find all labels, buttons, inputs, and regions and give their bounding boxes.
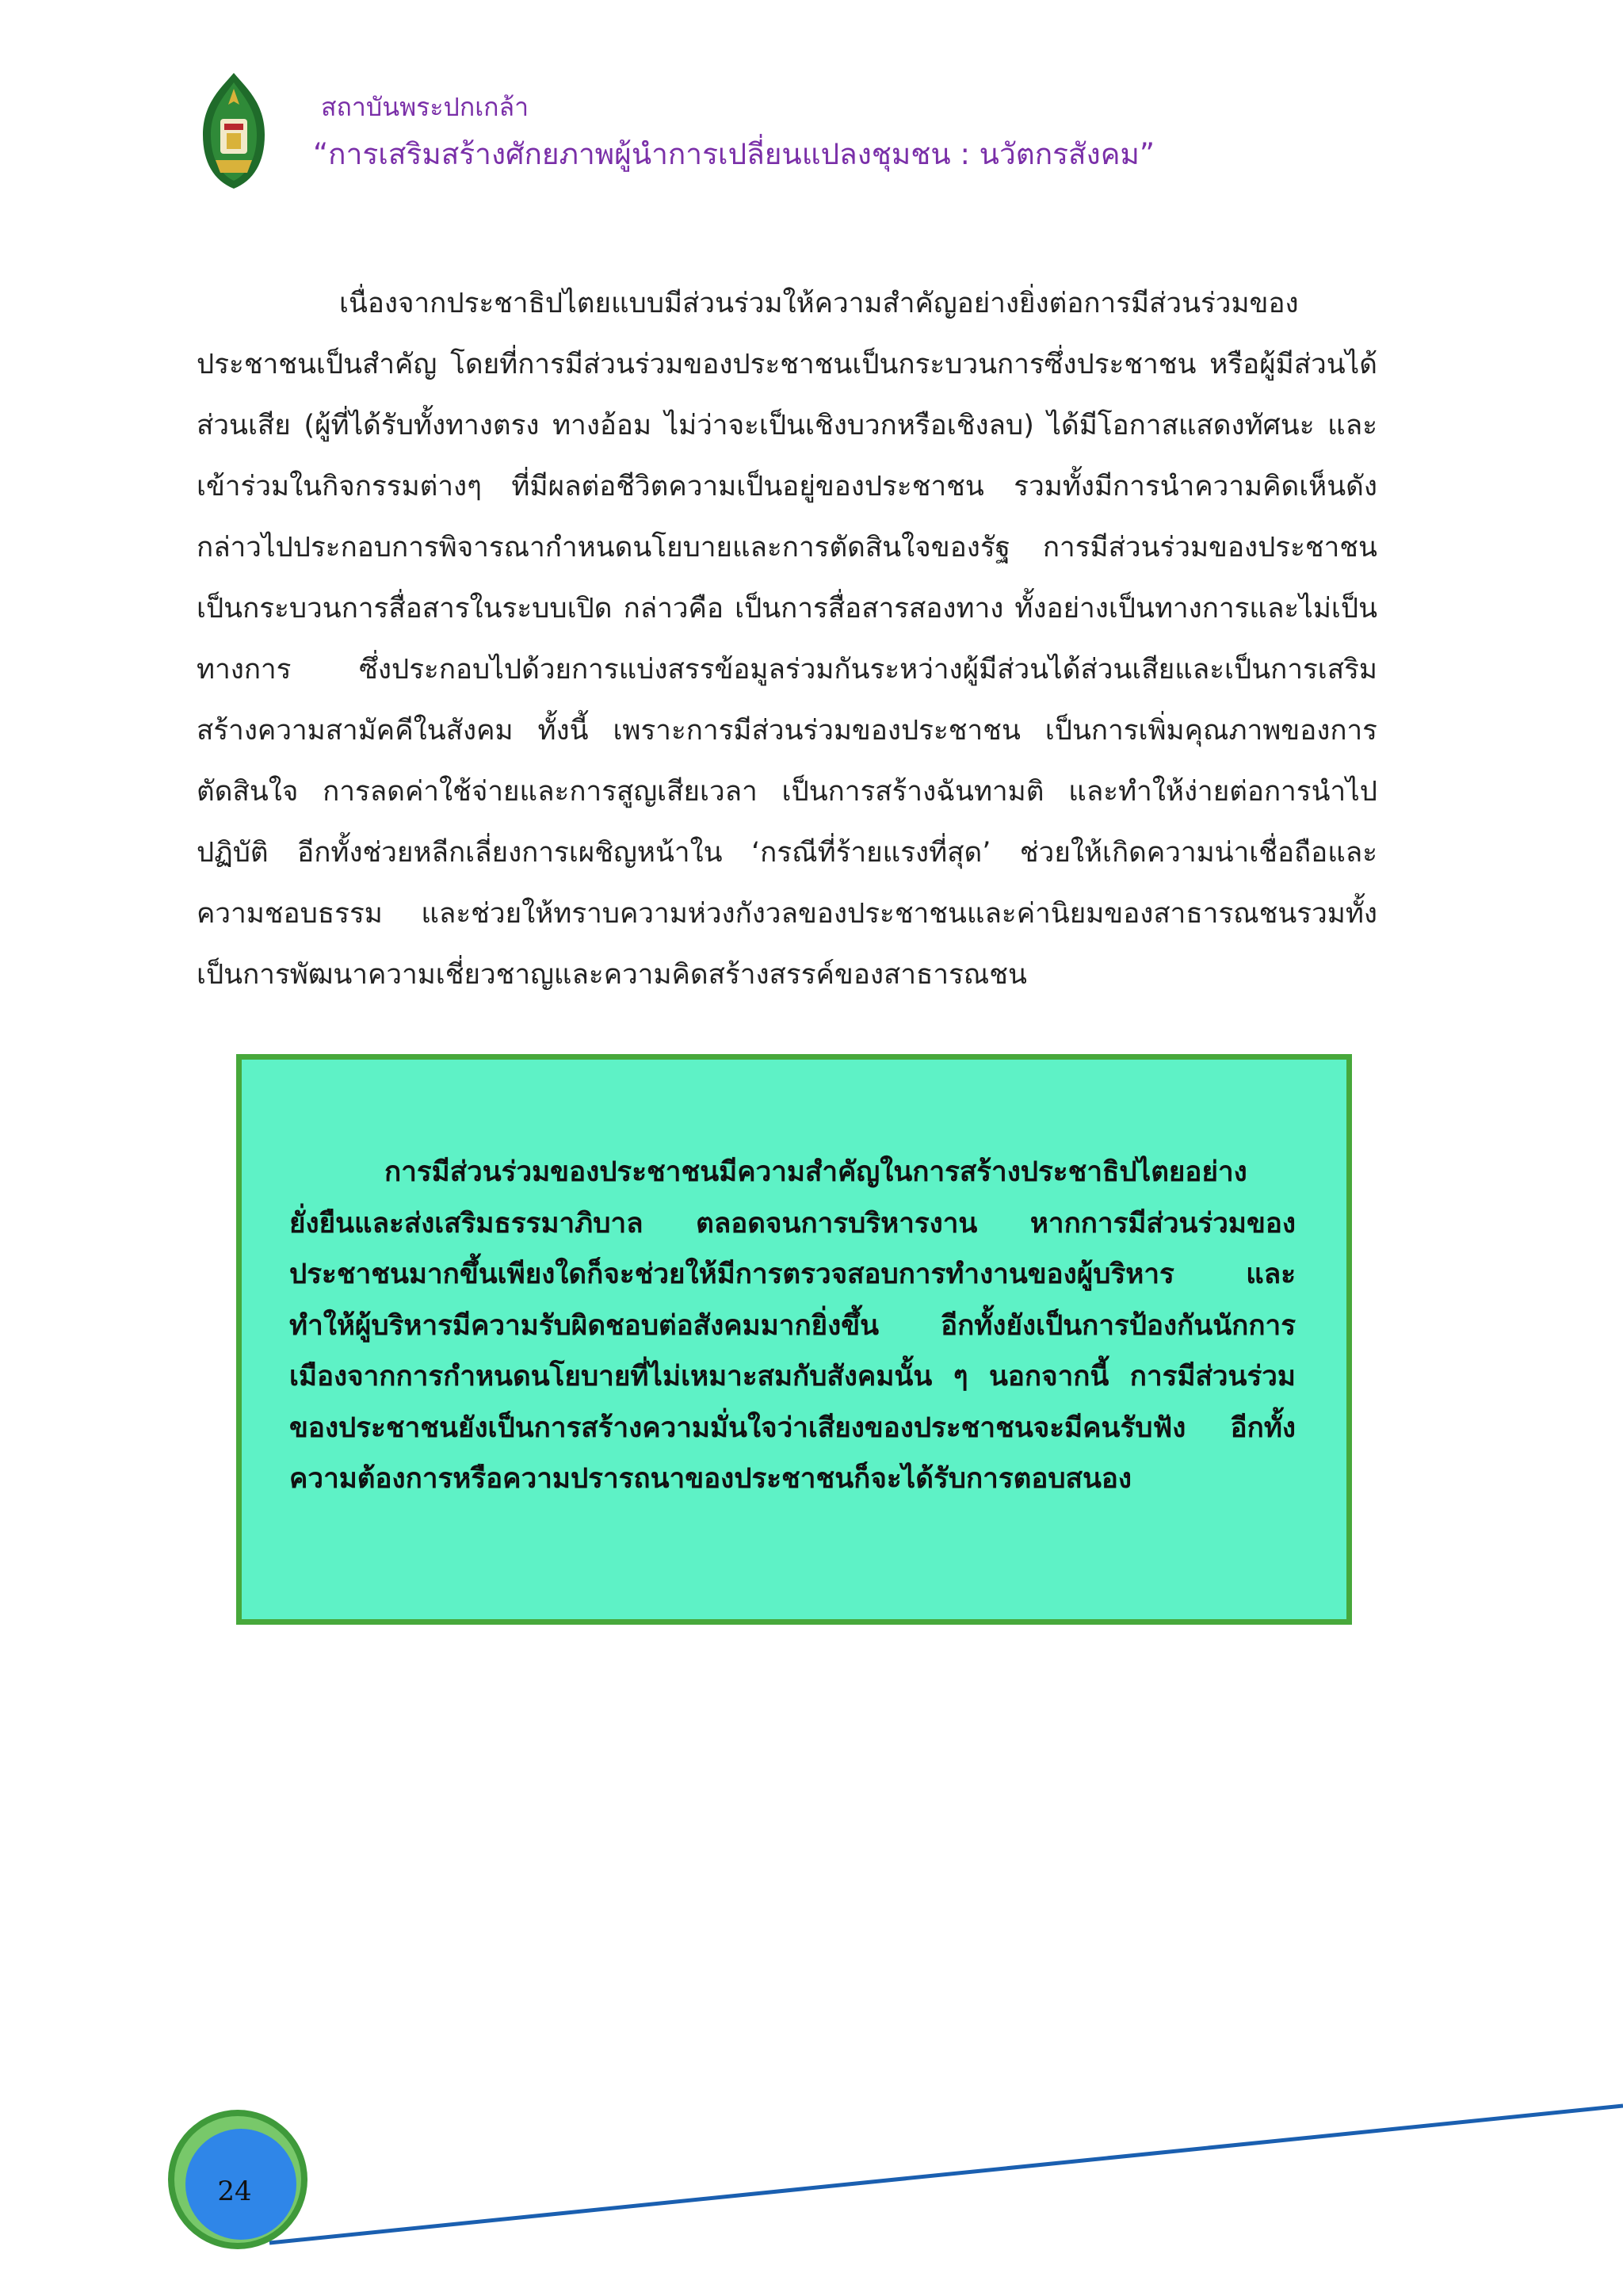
- body-paragraph: เนื่องจากประชาธิปไตยแบบมีส่วนร่วมให้ความสำคัญอย่างยิ่งต่อการมีส่วนร่วมของประชาชนเป็นสำคัญ โดยที่การมีส่วนร่วมของประชาชนเป็นกระบวนการซึ่งประชาชน หรือผู้มีส่วนได้ส่วนเสีย (ผู้ที่ได้รับทั้งทางตรง ทางอ้อม ไม่ว่าจะเป็นเชิงบวกหรือเชิงลบ) ได้มีโอกาสแสดงทัศนะ และเข้าร่วมในกิจกรรมต่างๆ ที่มีผลต่อชีวิตความเป็นอยู่ของประชาชน รวมทั้งมีการนำความคิดเห็นดังกล่าวไปประกอบการพิจารณากำหนดนโยบายและการตัดสินใจของรัฐ การมีส่วนร่วมของประชาชนเป็นกระบวนการสื่อสารในระบบเปิด กล่าวคือ เป็นการสื่อสารสองทาง ทั้งอย่างเป็นทางการและไม่เป็นทางการ ซึ่งประกอบไปด้วยการแบ่งสรรข้อมูลร่วมกันระหว่างผู้มีส่วนได้ส่วนเสียและเป็นการเสริมสร้างความสามัคคีในสังคม ทั้งนี้ เพราะการมีส่วนร่วมของประชาชน เป็นการเพิ่มคุณภาพของการตัดสินใจ การลดค่าใช้จ่ายและการสูญเสียเวลา เป็นการสร้างฉันทามติ และทำให้ง่ายต่อการนำไปปฏิบัติ อีกทั้งช่วยหลีกเลี่ยงการเผชิญหน้าใน ‘กรณีที่ร้ายแรงที่สุด’ ช่วยให้เกิดความน่าเชื่อถือและความชอบธรรม และช่วยให้ทราบความห่วงกังวลของประชาชนและค่านิยมของสาธารณชนรวมทั้งเป็นการพัฒนาความเชี่ยวชาญและความคิดสร้างสรรค์ของสาธารณชน: [197, 288, 1377, 991]
- callout-box: [236, 1054, 1352, 1625]
- page-header: [198, 71, 1545, 190]
- institute-emblem-icon: [198, 71, 269, 190]
- callout-text: การมีส่วนร่วมของประชาชนมีความสำคัญในการสร้างประชาธิปไตยอย่างยั่งยืนและส่งเสริมธรรมาภิบาล ตลอดจนการบริหารงาน หากการมีส่วนร่วมของประชาชนมากขึ้นเพียงใดก็จะช่วยให้มีการตรวจสอบการทำงานของผู้บริหาร และทำให้ผู้บริหารมีความรับผิดชอบต่อสังคมมากยิ่งขึ้น อีกทั้งยังเป็นการป้องกันนักการเมืองจากการกำหนดนโยบายที่ไม่เหมาะสมกับสังคมนั้น ๆ นอกจากนี้ การมีส่วนร่วมของประชาชนยังเป็นการสร้างความมั่นใจว่าเสียงของประชาชนจะมีคนรับฟัง อีกทั้ง ความต้องการหรือความปรารถนาของประชาชนก็จะได้รับการตอบสนอง: [289, 1156, 1296, 1495]
- page-number: 24: [217, 2176, 252, 2207]
- footer-line: [269, 2106, 1623, 2243]
- org-name: สถาบันพระปกเกล้า: [321, 92, 529, 122]
- project-title: “การเสริมสร้างศักยภาพผู้นำการเปลี่ยนแปลงชุมชน : นวัตกรสังคม”: [313, 137, 1155, 171]
